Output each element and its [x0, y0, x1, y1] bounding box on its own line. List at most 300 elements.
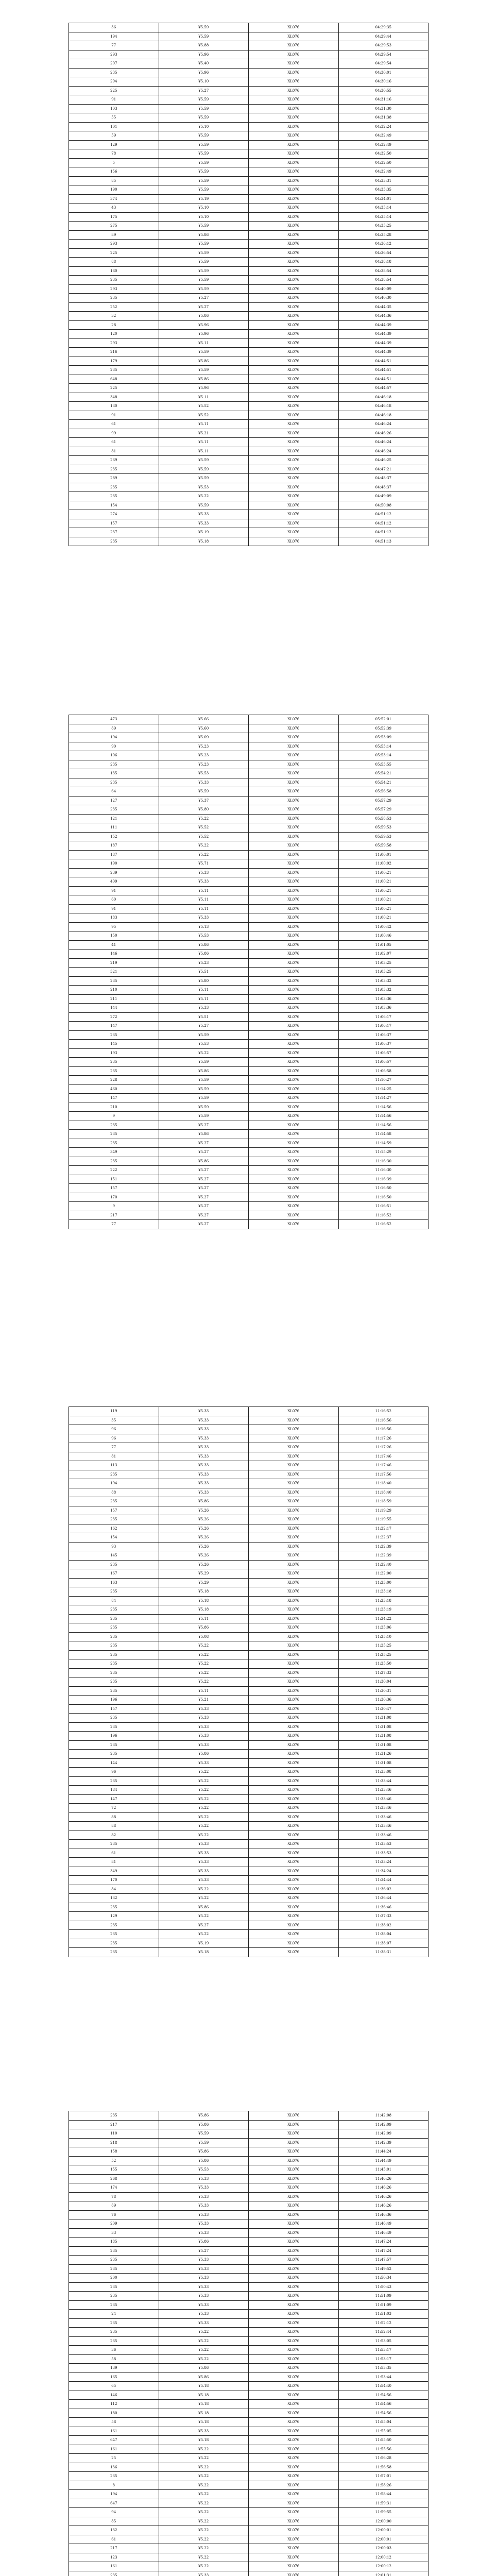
venue-cell: XL076	[249, 1768, 339, 1777]
table-row	[69, 1103, 429, 1112]
table-row	[69, 2336, 429, 2346]
price-cell: ¥5.59	[159, 131, 249, 141]
venue-cell: XL076	[249, 248, 339, 258]
time-cell: 11:46:49	[338, 2219, 429, 2229]
price-cell: ¥5.59	[159, 465, 249, 474]
venue-cell: XL076	[249, 1479, 339, 1488]
table-row	[69, 931, 429, 941]
table-row	[69, 1578, 429, 1587]
table-row	[69, 1596, 429, 1605]
quantity-cell: 88	[69, 1822, 159, 1831]
price-cell: ¥5.86	[159, 1497, 249, 1506]
price-cell: ¥5.18	[159, 2436, 249, 2445]
table-row	[69, 1452, 429, 1461]
price-cell: ¥5.59	[159, 113, 249, 123]
venue-cell: XL076	[249, 1004, 339, 1013]
time-cell: 05:52:01	[338, 715, 429, 724]
venue-cell: XL076	[249, 222, 339, 231]
price-cell: ¥5.27	[159, 1211, 249, 1220]
price-cell: ¥5.18	[159, 2391, 249, 2400]
table-row	[69, 465, 429, 474]
price-cell: ¥5.96	[159, 320, 249, 330]
quantity-cell: 157	[69, 1704, 159, 1714]
table-row	[69, 922, 429, 931]
price-cell: ¥5.11	[159, 994, 249, 1004]
quantity-cell: 77	[69, 41, 159, 50]
table-row	[69, 1515, 429, 1524]
table-row	[69, 986, 429, 995]
quantity-cell: 190	[69, 859, 159, 869]
venue-cell: XL076	[249, 2526, 339, 2535]
venue-cell: XL076	[249, 510, 339, 519]
table-row	[69, 1569, 429, 1579]
quantity-cell: 88	[69, 258, 159, 267]
table-row	[69, 1632, 429, 1641]
price-cell: ¥5.33	[159, 1416, 249, 1425]
venue-cell: XL076	[249, 1948, 339, 1957]
price-cell: ¥5.33	[159, 1434, 249, 1443]
venue-cell: XL076	[249, 2138, 339, 2147]
table-row	[69, 1822, 429, 1831]
price-cell: ¥5.11	[159, 438, 249, 447]
venue-cell: XL076	[249, 2571, 339, 2576]
price-cell: ¥5.22	[159, 841, 249, 851]
table-row	[69, 167, 429, 177]
price-cell: ¥5.33	[159, 1004, 249, 1013]
time-cell: 11:46:26	[338, 2192, 429, 2201]
time-cell: 11:00:01	[338, 850, 429, 859]
quantity-cell: 252	[69, 302, 159, 312]
venue-cell: XL076	[249, 1560, 339, 1569]
price-cell: ¥5.22	[159, 2454, 249, 2463]
quantity-cell: 235	[69, 2318, 159, 2328]
price-cell: ¥5.71	[159, 859, 249, 869]
price-cell: ¥5.86	[159, 2364, 249, 2373]
venue-cell: XL076	[249, 1461, 339, 1470]
venue-cell: XL076	[249, 1776, 339, 1786]
table-row	[69, 1948, 429, 1957]
quantity-cell: 65	[69, 2382, 159, 2391]
price-cell: ¥5.59	[159, 787, 249, 796]
price-cell: ¥5.33	[159, 2201, 249, 2211]
price-cell: ¥5.22	[159, 1885, 249, 1894]
quantity-cell: 235	[69, 2246, 159, 2256]
time-cell: 11:37:33	[338, 1912, 429, 1921]
table-row	[69, 1425, 429, 1434]
time-cell: 11:16:30	[338, 1157, 429, 1166]
time-cell: 11:17:26	[338, 1443, 429, 1452]
table-row	[69, 1184, 429, 1193]
quantity-cell: 216	[69, 348, 159, 357]
price-cell: ¥5.26	[159, 1506, 249, 1515]
price-cell: ¥5.22	[159, 2463, 249, 2472]
table-row	[69, 1084, 429, 1094]
venue-cell: XL076	[249, 2111, 339, 2121]
venue-cell: XL076	[249, 2174, 339, 2183]
table-row	[69, 2463, 429, 2472]
quantity-cell: 154	[69, 1533, 159, 1543]
table-row	[69, 1470, 429, 1479]
time-cell: 04:44:57	[338, 384, 429, 393]
price-cell: ¥5.29	[159, 1569, 249, 1579]
time-cell: 11:44:24	[338, 2147, 429, 2157]
table-row	[69, 1506, 429, 1515]
quantity-cell: 235	[69, 1840, 159, 1849]
quantity-cell: 209	[69, 2219, 159, 2229]
time-cell: 11:14:27	[338, 1094, 429, 1103]
time-cell: 11:33:46	[338, 1812, 429, 1822]
quantity-cell: 88	[69, 1812, 159, 1822]
quantity-cell: 235	[69, 537, 159, 546]
quantity-cell: 72	[69, 1804, 159, 1813]
time-cell: 11:01:05	[338, 940, 429, 950]
time-cell: 11:55:04	[338, 2418, 429, 2427]
table-row	[69, 212, 429, 222]
price-cell: ¥5.33	[159, 2183, 249, 2193]
time-cell: 04:47:21	[338, 465, 429, 474]
quantity-cell: 235	[69, 465, 159, 474]
price-cell: ¥5.22	[159, 1668, 249, 1677]
price-cell: ¥5.27	[159, 1022, 249, 1031]
quantity-cell: 180	[69, 2409, 159, 2418]
price-cell: ¥5.10	[159, 77, 249, 87]
price-cell: ¥5.86	[159, 2372, 249, 2382]
time-cell: 11:55:50	[338, 2436, 429, 2445]
table-row	[69, 1048, 429, 1058]
venue-cell: XL076	[249, 258, 339, 267]
price-cell: ¥5.22	[159, 2526, 249, 2535]
venue-cell: XL076	[249, 2282, 339, 2292]
quantity-cell: 36	[69, 23, 159, 32]
table-row	[69, 1912, 429, 1921]
quantity-cell: 235	[69, 2111, 159, 2121]
price-cell: ¥5.86	[159, 1066, 249, 1076]
quantity-cell: 85	[69, 176, 159, 185]
price-cell: ¥5.59	[159, 176, 249, 185]
time-cell: 11:34:24	[338, 1867, 429, 1876]
table-row	[69, 1903, 429, 1912]
price-cell: ¥5.33	[159, 1722, 249, 1732]
venue-cell: XL076	[249, 266, 339, 276]
time-cell: 04:51:12	[338, 519, 429, 528]
time-cell: 04:32:50	[338, 149, 429, 159]
quantity-cell: 147	[69, 1794, 159, 1804]
quantity-cell: 235	[69, 1587, 159, 1597]
venue-cell: XL076	[249, 1686, 339, 1696]
trade-table	[68, 23, 429, 546]
price-cell: ¥5.11	[159, 904, 249, 913]
time-cell: 05:58:53	[338, 814, 429, 823]
table-row	[69, 2111, 429, 2121]
table-row	[69, 41, 429, 50]
venue-cell: XL076	[249, 1022, 339, 1031]
table-row	[69, 2571, 429, 2576]
quantity-cell: 112	[69, 2400, 159, 2409]
time-cell: 11:14:59	[338, 1139, 429, 1148]
price-cell: ¥5.86	[159, 375, 249, 384]
time-cell: 04:50:08	[338, 501, 429, 510]
table-row	[69, 1722, 429, 1732]
time-cell: 11:46:26	[338, 2174, 429, 2183]
venue-cell: XL076	[249, 986, 339, 995]
venue-cell: XL076	[249, 1632, 339, 1641]
time-cell: 11:00:21	[338, 868, 429, 877]
table-row	[69, 104, 429, 113]
venue-cell: XL076	[249, 131, 339, 141]
venue-cell: XL076	[249, 366, 339, 375]
quantity-cell: 235	[69, 1948, 159, 1957]
time-cell: 11:33:46	[338, 1822, 429, 1831]
quantity-cell: 235	[69, 2328, 159, 2337]
time-cell: 04:29:44	[338, 32, 429, 41]
price-cell: ¥5.19	[159, 528, 249, 537]
quantity-cell: 147	[69, 1022, 159, 1031]
time-cell: 05:54:21	[338, 778, 429, 787]
venue-cell: XL076	[249, 859, 339, 869]
time-cell: 11:16:50	[338, 1193, 429, 1202]
price-cell: ¥5.22	[159, 2445, 249, 2454]
quantity-cell: 210	[69, 986, 159, 995]
quantity-cell: 268	[69, 2174, 159, 2183]
quantity-cell: 235	[69, 1930, 159, 1939]
table-row	[69, 1040, 429, 1049]
price-cell: ¥5.59	[159, 158, 249, 167]
quantity-cell: 24	[69, 2310, 159, 2319]
table-row	[69, 447, 429, 456]
table-row	[69, 1768, 429, 1777]
table-row	[69, 2201, 429, 2211]
venue-cell: XL076	[249, 1858, 339, 1867]
time-cell: 11:53:35	[338, 2364, 429, 2373]
price-cell: ¥5.86	[159, 2147, 249, 2157]
quantity-cell: 150	[69, 931, 159, 941]
time-cell: 11:30:04	[338, 1677, 429, 1687]
quantity-cell: 184	[69, 1786, 159, 1795]
venue-cell: XL076	[249, 922, 339, 931]
time-cell: 04:49:09	[338, 492, 429, 501]
price-cell: ¥5.27	[159, 1220, 249, 1229]
price-cell: ¥5.11	[159, 1614, 249, 1623]
table-row	[69, 1157, 429, 1166]
table-row	[69, 194, 429, 204]
time-cell: 12:01:31	[338, 2571, 429, 2576]
table-row	[69, 733, 429, 742]
quantity-cell: 32	[69, 312, 159, 321]
table-row	[69, 2354, 429, 2364]
venue-cell: XL076	[249, 823, 339, 833]
venue-cell: XL076	[249, 796, 339, 805]
venue-cell: XL076	[249, 1587, 339, 1597]
venue-cell: XL076	[249, 212, 339, 222]
time-cell: 11:44:49	[338, 2156, 429, 2165]
time-cell: 11:22:17	[338, 1524, 429, 1533]
venue-cell: XL076	[249, 1804, 339, 1813]
table-row	[69, 841, 429, 851]
table-row	[69, 1696, 429, 1705]
quantity-cell: 64	[69, 787, 159, 796]
table-row	[69, 1894, 429, 1903]
time-cell: 11:16:51	[338, 1202, 429, 1211]
venue-cell: XL076	[249, 357, 339, 366]
table-row	[69, 2472, 429, 2481]
table-row	[69, 823, 429, 833]
price-cell: ¥5.59	[159, 1076, 249, 1085]
table-row	[69, 814, 429, 823]
quantity-cell: 5	[69, 158, 159, 167]
quantity-cell: 218	[69, 2138, 159, 2147]
time-cell: 04:38:54	[338, 266, 429, 276]
time-cell: 11:00:42	[338, 922, 429, 931]
time-cell: 04:33:31	[338, 176, 429, 185]
table-row	[69, 968, 429, 977]
time-cell: 11:54:56	[338, 2409, 429, 2418]
venue-cell: XL076	[249, 312, 339, 321]
table-row	[69, 2382, 429, 2391]
quantity-cell: 89	[69, 230, 159, 240]
venue-cell: XL076	[249, 1812, 339, 1822]
price-cell: ¥5.27	[159, 294, 249, 303]
time-cell: 04:32:50	[338, 158, 429, 167]
time-cell: 11:38:02	[338, 1921, 429, 1930]
venue-cell: XL076	[249, 1740, 339, 1750]
table-row	[69, 1876, 429, 1885]
table-row	[69, 1551, 429, 1561]
price-cell: ¥5.22	[159, 1912, 249, 1921]
price-cell: ¥5.22	[159, 2544, 249, 2553]
table-row	[69, 312, 429, 321]
time-cell: 05:53:14	[338, 751, 429, 760]
quantity-cell: 170	[69, 1193, 159, 1202]
venue-cell: XL076	[249, 2418, 339, 2427]
venue-cell: XL076	[249, 240, 339, 249]
venue-cell: XL076	[249, 1497, 339, 1506]
table-row	[69, 2553, 429, 2562]
table-row	[69, 1066, 429, 1076]
quantity-cell: 43	[69, 204, 159, 213]
quantity-cell: 235	[69, 1903, 159, 1912]
price-cell: ¥5.22	[159, 1804, 249, 1813]
price-cell: ¥5.22	[159, 2472, 249, 2481]
time-cell: 05:59:58	[338, 841, 429, 851]
venue-cell: XL076	[249, 1849, 339, 1858]
table-row	[69, 2138, 429, 2147]
time-cell: 11:42:09	[338, 2129, 429, 2139]
price-cell: ¥5.59	[159, 2129, 249, 2139]
table-row	[69, 2535, 429, 2544]
quantity-cell: 96	[69, 1425, 159, 1434]
quantity-cell: 647	[69, 2499, 159, 2508]
price-cell: ¥5.29	[159, 1578, 249, 1587]
venue-cell: XL076	[249, 868, 339, 877]
table-row	[69, 2256, 429, 2265]
table-row	[69, 2228, 429, 2238]
quantity-cell: 235	[69, 1497, 159, 1506]
price-cell: ¥5.22	[159, 2336, 249, 2346]
table-row	[69, 338, 429, 348]
time-cell: 04:44:51	[338, 366, 429, 375]
quantity-cell: 194	[69, 733, 159, 742]
price-cell: ¥5.11	[159, 886, 249, 895]
quantity-cell: 132	[69, 2526, 159, 2535]
time-cell: 11:31:08	[338, 1722, 429, 1732]
price-cell: ¥5.22	[159, 1930, 249, 1939]
venue-cell: XL076	[249, 1175, 339, 1184]
price-cell: ¥5.86	[159, 312, 249, 321]
time-cell: 04:34:01	[338, 194, 429, 204]
price-cell: ¥5.22	[159, 2535, 249, 2544]
venue-cell: XL076	[249, 2427, 339, 2436]
time-cell: 11:03:25	[338, 958, 429, 968]
price-cell: ¥5.27	[159, 1921, 249, 1930]
venue-cell: XL076	[249, 1578, 339, 1587]
venue-cell: XL076	[249, 2165, 339, 2175]
table-row	[69, 1758, 429, 1768]
table-row	[69, 1461, 429, 1470]
price-cell: ¥5.59	[159, 104, 249, 113]
time-cell: 11:53:17	[338, 2346, 429, 2355]
price-cell: ¥5.33	[159, 1758, 249, 1768]
quantity-cell: 76	[69, 2210, 159, 2219]
price-cell: ¥5.33	[159, 1876, 249, 1885]
quantity-cell: 155	[69, 2165, 159, 2175]
venue-cell: XL076	[249, 2544, 339, 2553]
table-row	[69, 393, 429, 402]
quantity-cell: 235	[69, 1714, 159, 1723]
table-row	[69, 994, 429, 1004]
price-cell: ¥5.59	[159, 185, 249, 195]
table-row	[69, 1840, 429, 1849]
venue-cell: XL076	[249, 113, 339, 123]
time-cell: 11:54:56	[338, 2400, 429, 2409]
price-cell: ¥5.26	[159, 1524, 249, 1533]
venue-cell: XL076	[249, 95, 339, 105]
table-row	[69, 32, 429, 41]
time-cell: 12:00:01	[338, 2535, 429, 2544]
quantity-cell: 272	[69, 1012, 159, 1022]
time-cell: 04:31:30	[338, 104, 429, 113]
table-row	[69, 2120, 429, 2129]
quantity-cell: 145	[69, 1551, 159, 1561]
price-cell: ¥5.86	[159, 950, 249, 959]
venue-cell: XL076	[249, 787, 339, 796]
quantity-cell: 81	[69, 1452, 159, 1461]
venue-cell: XL076	[249, 2372, 339, 2382]
quantity-cell: 190	[69, 185, 159, 195]
venue-cell: XL076	[249, 841, 339, 851]
venue-cell: XL076	[249, 1148, 339, 1157]
time-cell: 04:44:39	[338, 320, 429, 330]
venue-cell: XL076	[249, 724, 339, 733]
venue-cell: XL076	[249, 1193, 339, 1202]
venue-cell: XL076	[249, 1650, 339, 1659]
quantity-cell: 235	[69, 2256, 159, 2265]
time-cell: 11:18:40	[338, 1479, 429, 1488]
time-cell: 11:00:21	[338, 877, 429, 887]
venue-cell: XL076	[249, 733, 339, 742]
table-row	[69, 1166, 429, 1175]
venue-cell: XL076	[249, 1704, 339, 1714]
price-cell: ¥5.86	[159, 2238, 249, 2247]
price-cell: ¥5.59	[159, 1112, 249, 1121]
time-cell: 11:54:56	[338, 2391, 429, 2400]
venue-cell: XL076	[249, 1876, 339, 1885]
time-cell: 11:50:34	[338, 2274, 429, 2283]
quantity-cell: 647	[69, 2436, 159, 2445]
price-cell: ¥5.59	[159, 240, 249, 249]
time-cell: 11:23:18	[338, 1596, 429, 1605]
quantity-cell: 96	[69, 1768, 159, 1777]
price-cell: ¥5.33	[159, 2264, 249, 2274]
